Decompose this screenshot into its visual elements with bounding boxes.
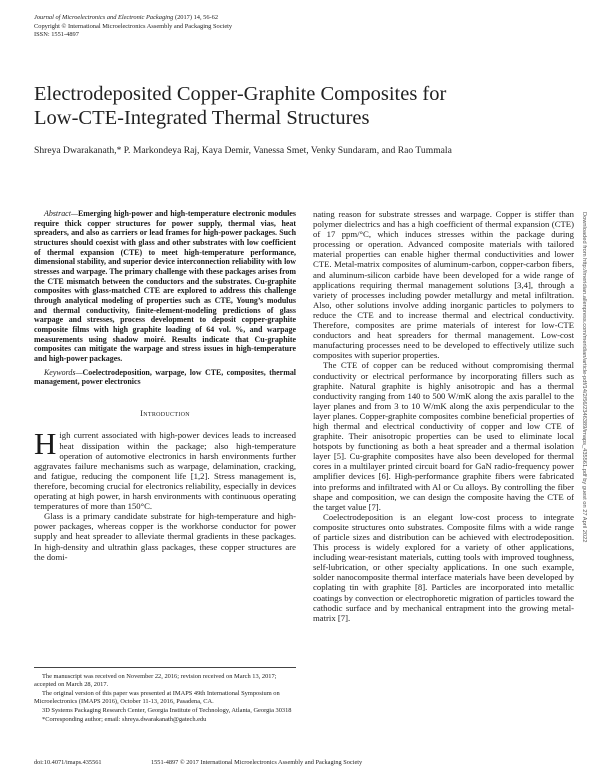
section-heading-introduction: Introduction <box>140 407 190 418</box>
left-column <box>34 209 296 562</box>
right-paragraph-2: The CTE of copper can be reduced without compromising thermal conductivity or electrical performance by incorporating fillers such as graphite. Natural graphite is highly anisotropic and has a thermal conductivity ranging from 140 to 500 W/mK along the axis parallel to the layer planes and from 3 to 10 W/mK along the axis perpendicular to the layer planes. Copper-graphite composites combine beneficial properties of high thermal and electrical conductivity of copper and low CTE of graphite. Their anisotropic properties can be used to eliminate local hotspots by functioning as both a heat spreader and a thermal isolation layer [5]. Cu-graphite composites have also been developed for thermal cores in a multilayer printed circuit board for GaN radio-frequency power amplifier devices [6]. High-performance graphite fibers were fabricated into preforms and infiltrated with Al or Cu alloys. By controlling the fiber shape and composition, we can design the composite having the CTE of the target value [7]. <box>313 360 574 512</box>
footnote-received: The manuscript was received on November 22, 2016; revision received on March 13, 2017; accepted on March 28, 2017. <box>34 673 277 689</box>
author-list: Shreya Dwarakanath,* P. Markondeya Raj, Kaya Demir, Vanessa Smet, Venky Sundaram, and Rao Tummala <box>34 145 452 156</box>
intro-paragraph-2: Glass is a primary candidate substrate for high-temperature and high-power packages, whereas copper is the workhorse conductor for power supply and heat spreader to alleviate thermal gradients in these packages. In high-density and ultrathin glass packages, these copper structures are the domi- <box>34 511 296 562</box>
journal-header <box>34 14 232 40</box>
right-column <box>313 209 574 623</box>
footer-doi: doi:10.4071/imaps.435561 <box>34 759 102 766</box>
intro-paragraph-1-text: igh current associated with high-power devices leads to increased heat dissipation within the package; also high-temperature operation of automotive electronics in harsh environments further aggravates failure mechanisms such as warpage, delamination, cracking, and fatigue, reducing the component life [1,2]. Stress management is, therefore, becoming crucial for electronics reliability, especially in devices operating at high power, in harsh environments with continuous operating temperatures of more than 150°C. <box>34 430 296 512</box>
right-paragraph-3: Coelectrodeposition is an elegant low-cost process to integrate composite structures onto substrates. Composite films with a wide range of particle sizes and distribution can be achieved with electrodeposition. This process is widely explored for a variety of other applications, including wear-resistant materials, cutting tools with improved toughness, self-lubrication, or other specialty applications. In one such example, solder nanocomposite thermal interface materials have been developed by coplating tin with graphite [8]. Particles are incorporated into metallic coatings by convection or electrophoretic migration of particles toward the cathodic surface and by mechanical entrapment into the growing metal-matrix [7]. <box>313 511 574 623</box>
footnote-affiliation: 3D Systems Packaging Research Center, Georgia Institute of Technology, Atlanta, Georgia 30318 <box>42 706 292 714</box>
journal-name: Journal of Microelectronics and Electronic Packaging <box>34 14 174 21</box>
issn-line: ISSN: 1551-4897 <box>34 31 79 39</box>
abstract-text: Emerging high-power and high-temperature electronic modules require thick copper structures for power supply, thermal vias, heat spreaders, and also as carriers or lead frames for high-power packages. Such structures should coexist with glass and other substrates with low coefficient of thermal expansion (CTE) to meet high-temperature performance, dimensional stability, and superior device interconnection reliability with low stresses and warpage. The primary challenge with these packages arises from the CTE mismatch between the conductors and the substrates. Cu-graphite composites with glass-matched CTE are explored to address this challenge through analytical modeling of properties such as CTE, Young’s modulus and thermal conductivity, finite-element-modeling predictions of glass warpage and stresses, process development to deposit copper-graphite composite films with high graphite loading of 64 vol. %, and warpage measurements using shadow moiré. Results indicate that Cu-graphite composites can mitigate the warpage and stress issues in high-temperature and high-power packages. <box>34 209 296 363</box>
abstract: Abstract—Emerging high-power and high-temperature electronic modules require thick copper structures for power supply, thermal vias, heat spreaders, and also as carriers or lead frames for high-power packages. Such structures should coexist with glass and other substrates with low coefficient of thermal expansion (CTE) to meet high-temperature performance, dimensional stability, and superior device interconnection reliability with low stresses and warpage. The primary challenge with these packages arises from the CTE mismatch between the conductors and the substrates. Cu-graphite composites with glass-matched CTE are explored to address this challenge through analytical modeling of properties such as CTE, Young’s modulus and thermal conductivity, finite-element-modeling predictions of glass warpage and stresses, process development to deposit copper-graphite composite films with high graphite loading of 64 vol. %, and warpage measurements using shadow moiré. Results indicate that Cu-graphite composites can mitigate the warpage and stress issues in high-temperature and high-power packages. <box>34 209 296 363</box>
footnote-corresponding: *Corresponding author; email: shreya.dwarakanath@gatech.edu <box>42 715 207 723</box>
paper-title <box>34 82 554 130</box>
download-notice: Downloaded from http://meridian.allenpress.com/meridian/article-pdf/14/2/56/2346389/imaps_435561.pdf by guest on 27 April 2022 <box>581 212 587 543</box>
right-paragraph-1: nating reason for substrate stresses and warpage. Copper is stiffer than polymer dielectrics and has a high coefficient of thermal expansion (CTE) of 17 ppm/°C, which induces stresses within the package during processing or operation. Advanced composite materials with tailored material properties can enable higher thermal conductivities and lower CTE. Metal-matrix composites of aluminum-carbon, copper-carbon fibers, and aluminum-silicon carbide have been developed for a wide range of applications requiring thermal management solutions [3,4], through a variety of processes including powder metallurgy and metal infiltration. Also, other solutions involve adding inorganic particles to polymers to reduce the CTE and to increase thermal and electrical conductivity. Therefore, composites are prime materials of interest for low-CTE conductors and heat spreaders for thermal management. Low-cost manufacturing processes need to be developed to effectively utilize such composites with superior properties. <box>313 209 574 361</box>
abstract-label: Abstract <box>44 209 71 218</box>
title-line-1: Electrodeposited Copper-Graphite Composites for <box>34 83 447 105</box>
keywords-label: Keywords <box>44 367 76 377</box>
download-sidebar <box>579 212 595 602</box>
drop-cap: H <box>34 426 57 462</box>
footnote-original: The original version of this paper was presented at IMAPS 49th International Symposium on Microelectronics (IMAPS 2016), October 11-13, 2016, Pasadena, CA. <box>34 689 280 706</box>
keywords-text: Coelectrodeposition, warpage, low CTE, composites, thermal management, power electronics <box>34 367 296 387</box>
title-line-2: Low-CTE-Integrated Thermal Structures <box>34 107 370 129</box>
keywords: Keywords—Coelectrodeposition, warpage, low CTE, composites, thermal management, power electronics <box>34 367 296 387</box>
footnotes <box>34 667 296 724</box>
journal-citation: (2017) 14, 56-62 <box>174 14 219 21</box>
footer-copyright: 1551-4897 © 2017 International Microelectronics Assembly and Packaging Society <box>151 759 363 766</box>
copyright-line: Copyright © International Microelectronics Assembly and Packaging Society <box>34 22 233 30</box>
intro-paragraph-1 <box>34 426 296 512</box>
